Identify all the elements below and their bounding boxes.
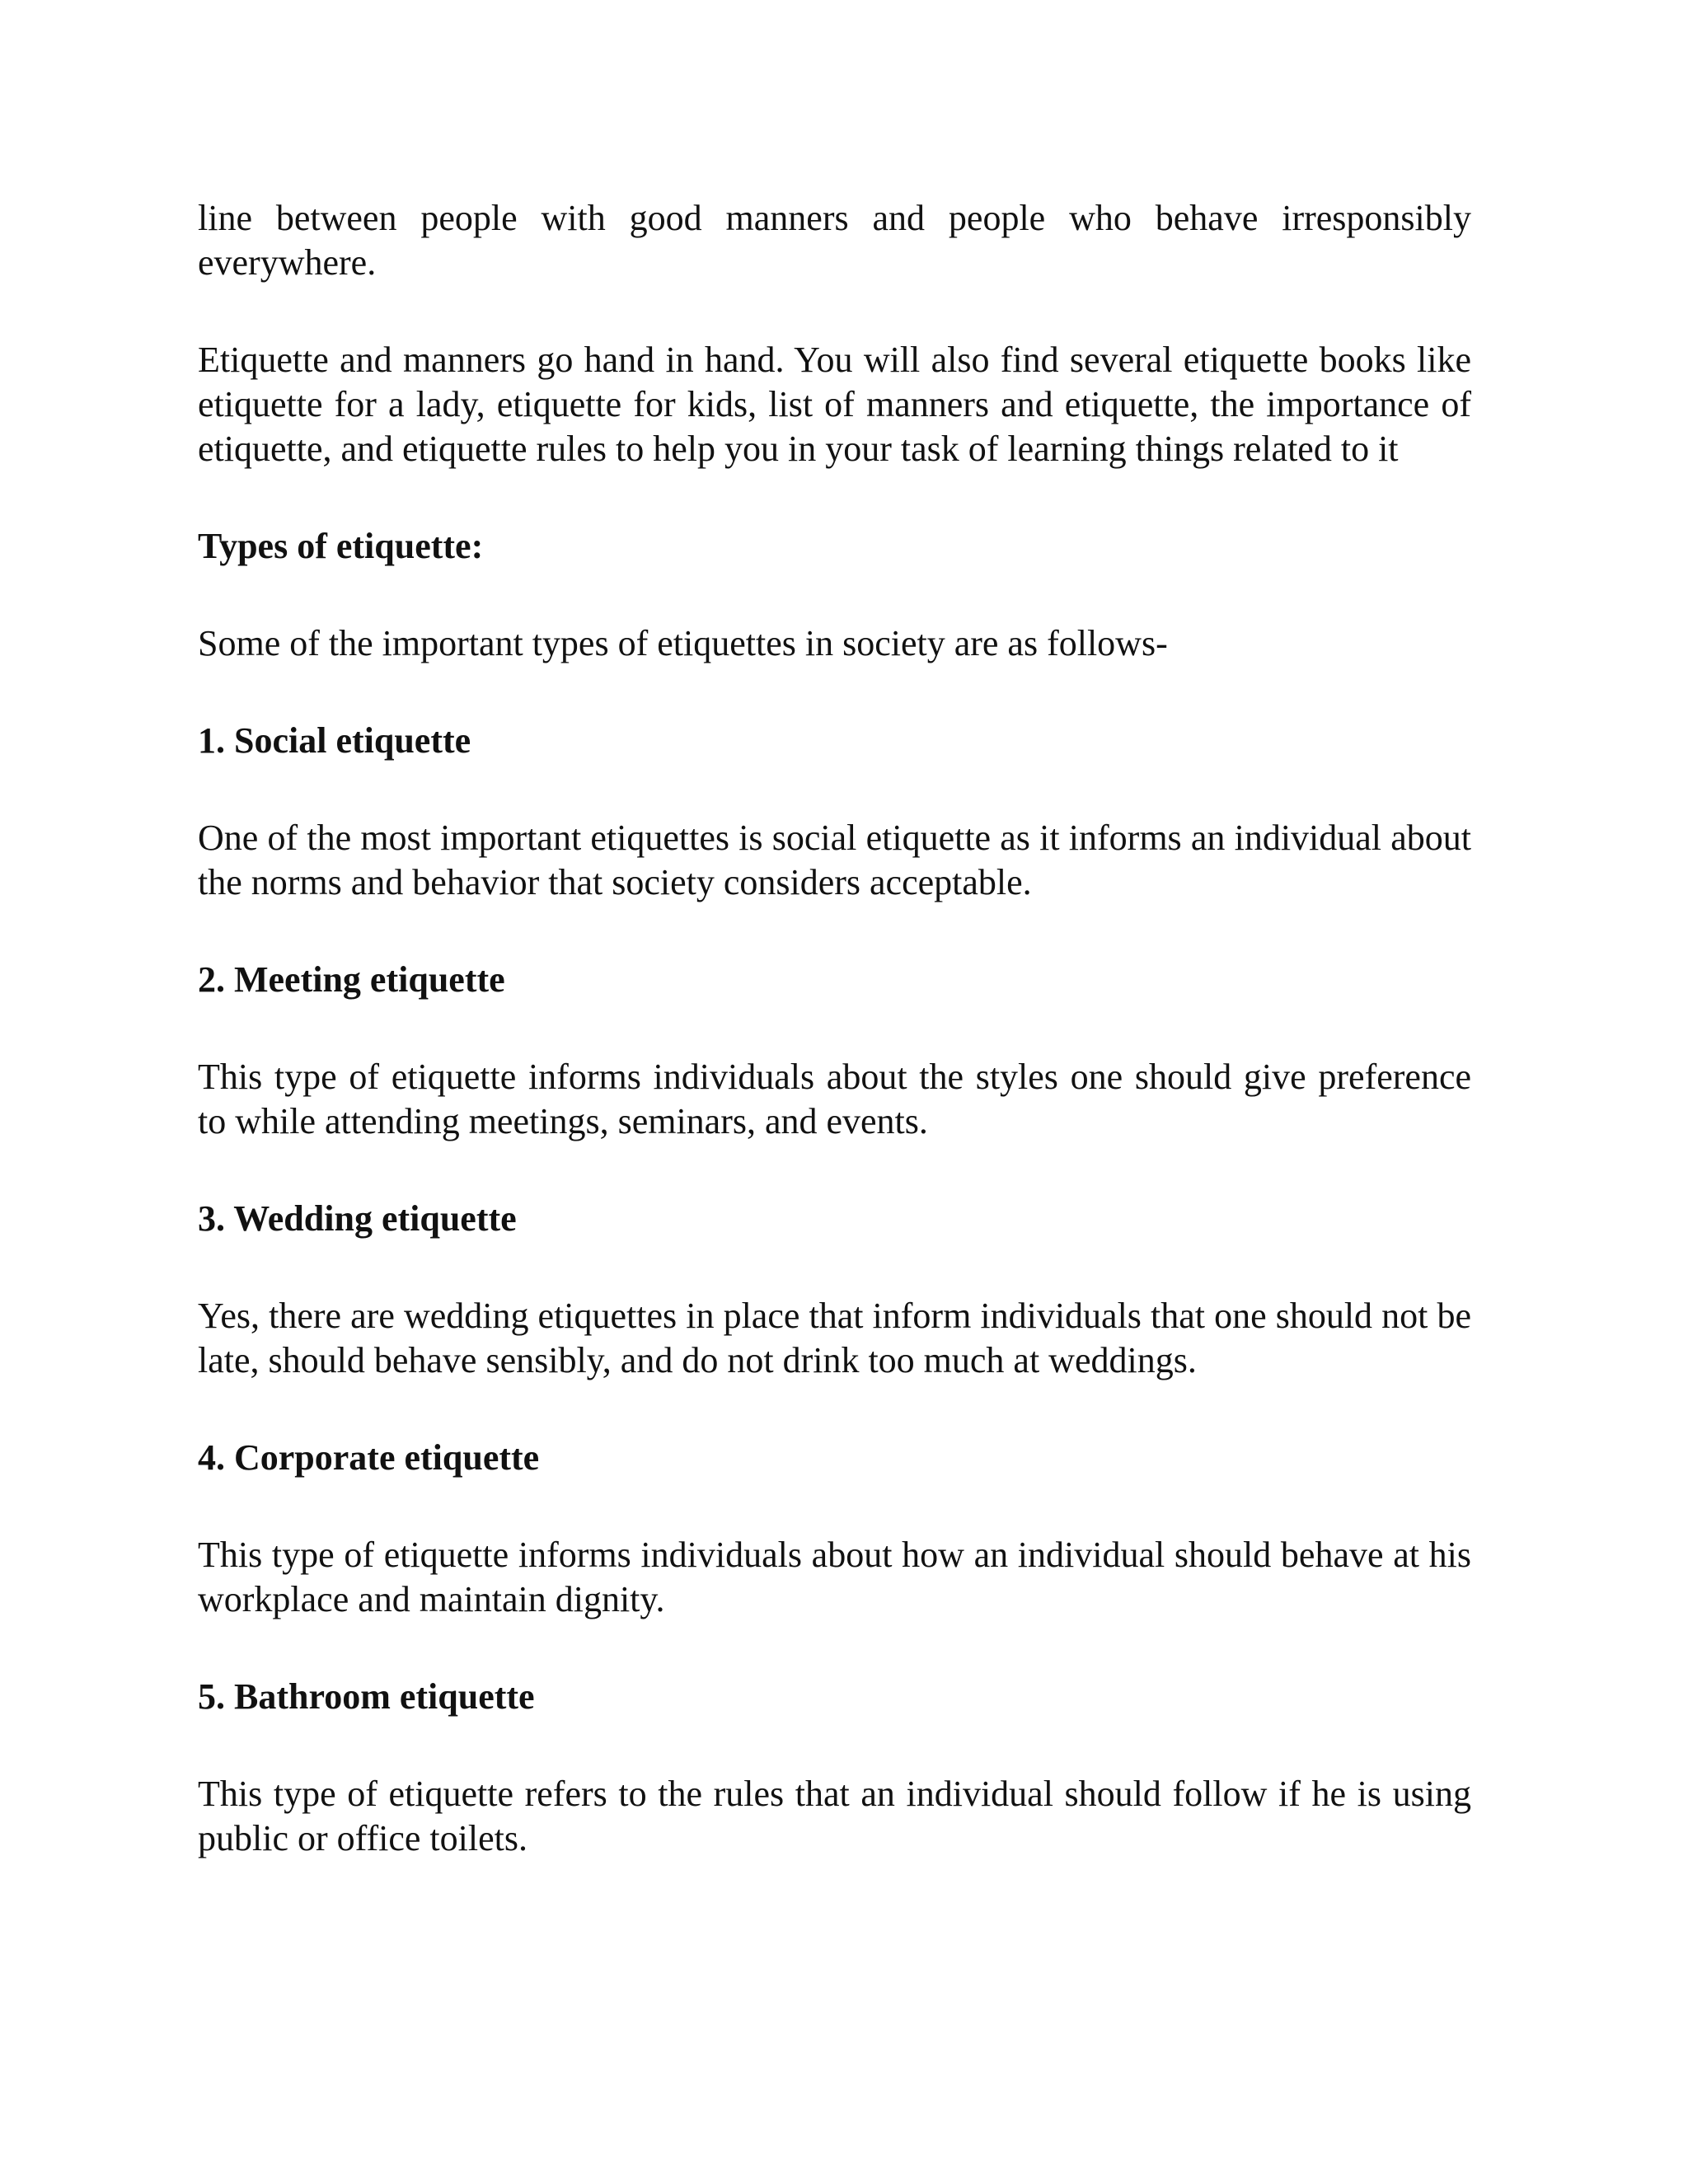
section-heading-wedding: 3. Wedding etiquette (198, 1198, 517, 1239)
section-heading-corporate: 4. Corporate etiquette (198, 1437, 540, 1478)
section-heading-bathroom: 5. Bathroom etiquette (198, 1676, 535, 1717)
intro-paragraph-continuation: line between people with good manners and people who behave irresponsibly everywhere. (198, 198, 1471, 283)
section-heading-meeting: 2. Meeting etiquette (198, 959, 505, 1000)
section-body-bathroom: This type of etiquette refers to the rules that an individual should follow if he is using public or office toilets. (198, 1774, 1471, 1858)
section-heading-social: 1. Social etiquette (198, 720, 471, 761)
types-heading: Types of etiquette: (198, 526, 484, 566)
etiquette-manners-paragraph: Etiquette and manners go hand in hand. You will also find several etiquette books like etiquette for a lady, etiquette for kids, list of manners and etiquette, the importance of etiquette, and etiquette rules to help you in your task of learning things related to it (198, 340, 1471, 469)
section-body-meeting: This type of etiquette informs individuals about the styles one should give preference to while attending meetings, seminars, and events. (198, 1057, 1471, 1141)
section-body-wedding: Yes, there are wedding etiquettes in place that inform individuals that one should not be late, should behave sensibly, and do not drink too much at weddings. (198, 1296, 1471, 1380)
section-body-social: One of the most important etiquettes is social etiquette as it informs an individual about the norms and behavior that society considers acceptable. (198, 818, 1471, 902)
section-body-corporate: This type of etiquette informs individuals about how an individual should behave at his workplace and maintain dignity. (198, 1535, 1471, 1619)
types-intro-paragraph: Some of the important types of etiquettes in society are as follows- (198, 623, 1168, 663)
document-body (198, 196, 1471, 1861)
